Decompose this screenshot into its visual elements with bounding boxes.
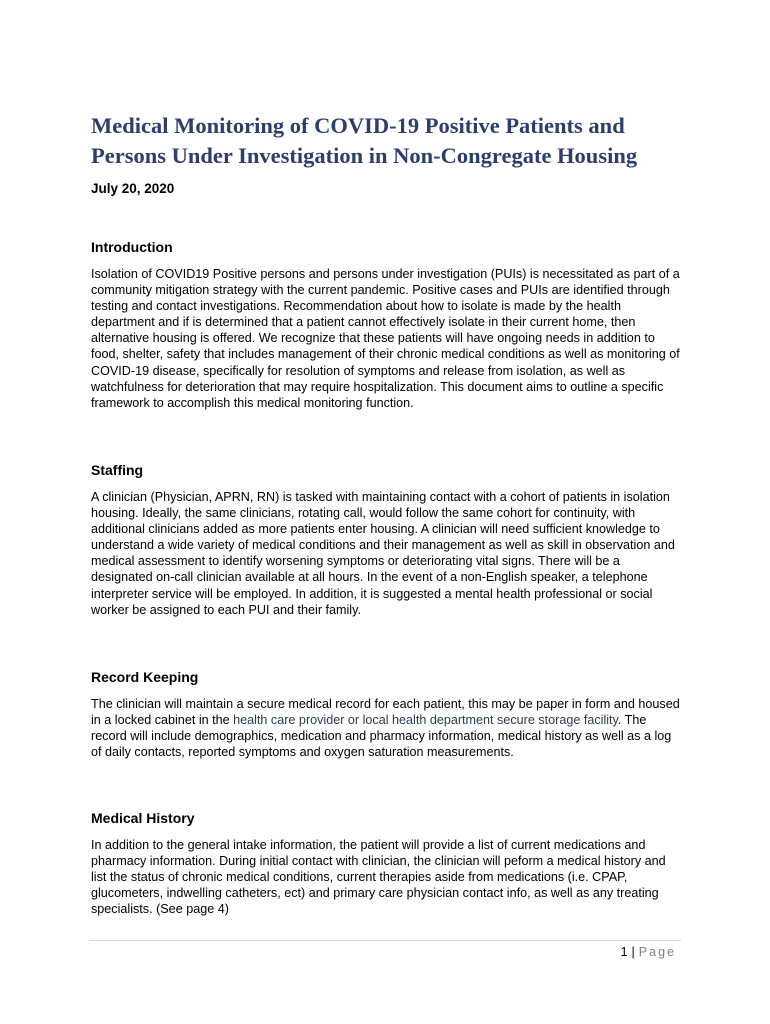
- document-title: Medical Monitoring of COVID-19 Positive Patients and Persons Under Investigation in Non-Congregate Housing: [91, 113, 638, 168]
- medical-history-heading: Medical History: [91, 810, 195, 826]
- staffing-heading: Staffing: [91, 462, 144, 478]
- medical-history-body: In addition to the general intake information, the patient will provide a list of current medications and pharmacy information. During initial contact with clinician, the clinician will peform a medical history and list the status of chronic medical conditions, current therapies aside from medications (i.e. CPAP, glucometers, indwelling catheters, ect) and primary care physician contact info, as well as any treating specialists. (See page 4): [91, 838, 666, 917]
- record-keeping-heading: Record Keeping: [91, 669, 199, 685]
- footer-separator: |: [631, 945, 635, 959]
- page-number: 1: [620, 945, 628, 959]
- page-footer: [621, 944, 676, 960]
- introduction-body: Isolation of COVID19 Positive persons and persons under investigation (PUIs) is necessitated as part of a community mitigation strategy with the current pandemic. Positive cases and PUIs are identified through testing and contact investigations. Recommendation about how to isolate is made by the health department and if is determined that a patient cannot effectively isolate in their current home, then alternative housing is offered. We recognize that these patients will have ongoing needs in addition to food, shelter, safety that includes management of their chronic medical conditions as well as monitoring of COVID-19 disease, specifically for resolution of symptoms and release from isolation, as well as watchfulness for deterioration that may require hospitalization. This document aims to outline a specific framework to accomplish this medical monitoring function.: [91, 267, 680, 410]
- document-date: July 20, 2020: [91, 181, 175, 196]
- record-keeping-body-part2: . The record will include demographics, medication and pharmacy information, medical history as well as a log of daily contacts, reported symptoms and oxygen saturation measurements.: [91, 713, 672, 760]
- introduction-heading: Introduction: [91, 239, 173, 255]
- page-label: Page: [638, 945, 676, 959]
- footer-divider: [89, 940, 681, 941]
- record-keeping-body: [91, 696, 683, 760]
- storage-facility-highlight: health care provider or local health department secure storage facility: [233, 713, 618, 728]
- staffing-body: A clinician (Physician, APRN, RN) is tasked with maintaining contact with a cohort of patients in isolation housing. Ideally, the same clinicians, rotating call, would follow the same cohort for continuity, with additional clinicians added as more patients enter housing. A clinician will need sufficient knowledge to understand a wide variety of medical conditions and their management as well as skill in observation and medical assessment to identify worsening symptoms or deteriorating vital signs. There will be a designated on-call clinician available at all hours. In the event of a non-English speaker, a telephone interpreter service will be employed. In addition, it is suggested a mental health professional or social worker be assigned to each PUI and their family.: [91, 490, 675, 617]
- record-keeping-body-part1: The clinician will maintain a secure medical record for each patient, this may be paper in form and housed in a locked cabinet in the: [91, 697, 680, 728]
